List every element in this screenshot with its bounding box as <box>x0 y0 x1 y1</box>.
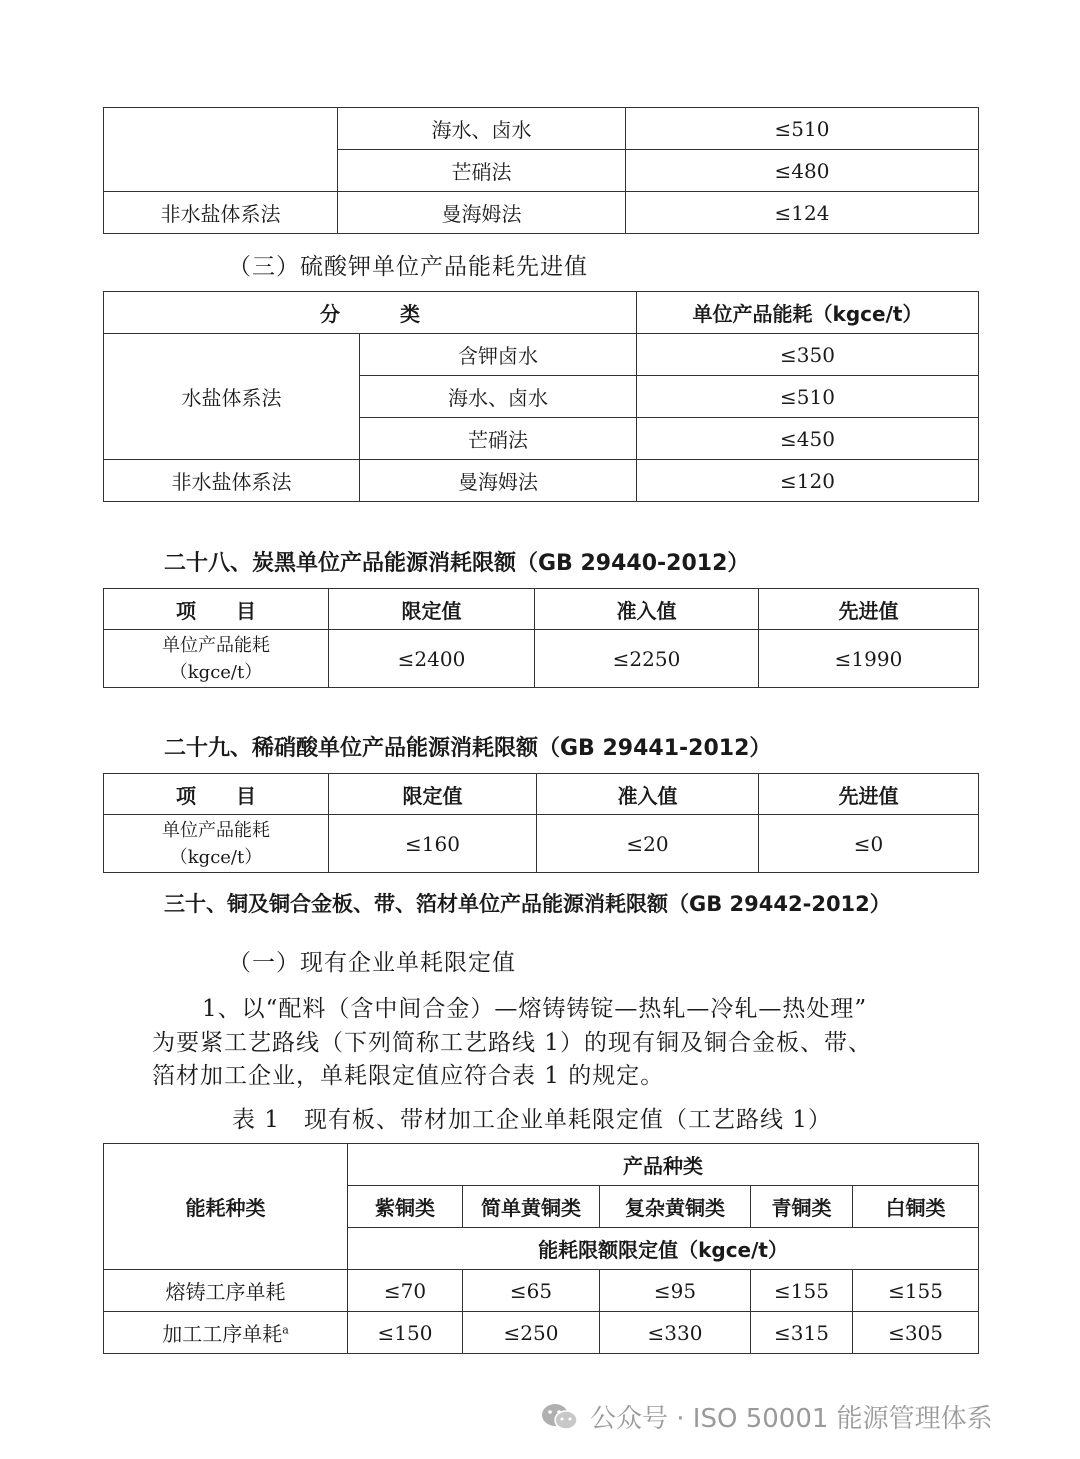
paragraph-line: 箔材加工企业，单耗限定值应符合表 1 的规定。 <box>152 1063 665 1089</box>
table-a-empty-cell <box>104 108 338 192</box>
watermark-text: 公众号 · ISO 50001 能源管理体系 <box>590 1404 993 1434</box>
section-3-heading: （三）硫酸钾单位产品能耗先进值 <box>228 254 588 280</box>
footnote-mark: a <box>282 1323 289 1337</box>
table-1 <box>103 1143 979 1354</box>
paragraph-line: 1、以“配料（含中间合金）—熔铸铸锭—热轧—冷轧—热处理” <box>202 996 868 1022</box>
table-cell: ≤450 <box>637 418 979 460</box>
section-30-heading: 三十、铜及铜合金板、带、箔材单位产品能源消耗限额（GB 29442-2012） <box>164 892 891 916</box>
table-header: 能耗种类 <box>104 1144 348 1270</box>
paragraph-line: 为要紧工艺路线（下列简称工艺路线 1）的现有铜及铜合金板、带、 <box>152 1030 872 1056</box>
table-cell: 曼海姆法 <box>338 192 626 234</box>
table-header: 分 类 <box>104 292 637 334</box>
table-cell: ≤305 <box>853 1312 979 1354</box>
table-header: 紫铜类 <box>348 1186 463 1228</box>
table-cell: ≤480 <box>626 150 979 192</box>
section-29-heading: 二十九、稀硝酸单位产品能源消耗限额（GB 29441-2012） <box>164 736 772 761</box>
table-cell: ≤65 <box>463 1270 600 1312</box>
table-cell: ≤2250 <box>535 630 759 688</box>
table-cell: ≤150 <box>348 1312 463 1354</box>
table-header: 先进值 <box>759 589 979 630</box>
watermark <box>540 1398 993 1435</box>
table-b <box>103 291 979 502</box>
table-cell: 芒硝法 <box>338 150 626 192</box>
row-label-line2: （kgce/t） <box>169 661 263 683</box>
table-cell: 海水、卤水 <box>360 376 637 418</box>
table-cell: ≤250 <box>463 1312 600 1354</box>
table-28 <box>103 588 979 688</box>
table-cell: ≤510 <box>626 108 979 150</box>
table-header: 青铜类 <box>751 1186 853 1228</box>
table-row-label <box>104 815 329 873</box>
table-cell: 曼海姆法 <box>360 460 637 502</box>
table-cell: 海水、卤水 <box>338 108 626 150</box>
table-cell: ≤330 <box>600 1312 751 1354</box>
row-label-line1: 单位产品能耗 <box>162 819 270 841</box>
table-a <box>103 107 979 234</box>
table-cell: ≤0 <box>759 815 979 873</box>
table-cell: 含钾卤水 <box>360 334 637 376</box>
table-cell: ≤1990 <box>759 630 979 688</box>
table-header: 准入值 <box>537 774 759 815</box>
table-cell: ≤20 <box>537 815 759 873</box>
table-caption: 表 1 现有板、带材加工企业单耗限定值（工艺路线 1） <box>232 1107 832 1133</box>
table-header: 产品种类 <box>348 1144 979 1186</box>
table-header: 先进值 <box>759 774 979 815</box>
table-header: 单位产品能耗（kgce/t） <box>637 292 979 334</box>
table-cell: 水盐体系法 <box>104 334 360 460</box>
table-cell: ≤510 <box>637 376 979 418</box>
table-header: 项 目 <box>104 589 329 630</box>
table-header: 限定值 <box>329 589 535 630</box>
table-cell: 芒硝法 <box>360 418 637 460</box>
table-header: 白铜类 <box>853 1186 979 1228</box>
section-30-sub1: （一）现有企业单耗限定值 <box>228 950 516 976</box>
table-cell: ≤350 <box>637 334 979 376</box>
table-cell: ≤315 <box>751 1312 853 1354</box>
table-header: 能耗限额限定值（kgce/t） <box>348 1228 979 1270</box>
table-cell: 非水盐体系法 <box>104 460 360 502</box>
row-label-text: 加工工序单耗 <box>162 1322 283 1346</box>
table-cell: ≤70 <box>348 1270 463 1312</box>
table-row-label: 熔铸工序单耗 <box>104 1270 348 1312</box>
row-label-line1: 单位产品能耗 <box>162 634 270 656</box>
table-cell: ≤120 <box>637 460 979 502</box>
table-header: 简单黄铜类 <box>463 1186 600 1228</box>
table-cell: ≤160 <box>329 815 537 873</box>
table-cell: ≤155 <box>751 1270 853 1312</box>
section-28-heading: 二十八、炭黑单位产品能源消耗限额（GB 29440-2012） <box>164 551 750 576</box>
table-header: 项 目 <box>104 774 329 815</box>
table-header: 准入值 <box>535 589 759 630</box>
table-row-label <box>104 630 329 688</box>
table-cell: ≤95 <box>600 1270 751 1312</box>
table-cell: ≤2400 <box>329 630 535 688</box>
table-cell: ≤155 <box>853 1270 979 1312</box>
wechat-icon <box>540 1402 580 1432</box>
row-label-line2: （kgce/t） <box>169 846 263 868</box>
table-header: 限定值 <box>329 774 537 815</box>
table-header: 复杂黄铜类 <box>600 1186 751 1228</box>
table-cell: ≤124 <box>626 192 979 234</box>
table-row-label <box>104 1312 348 1354</box>
table-29 <box>103 773 979 873</box>
table-cell: 非水盐体系法 <box>104 192 338 234</box>
